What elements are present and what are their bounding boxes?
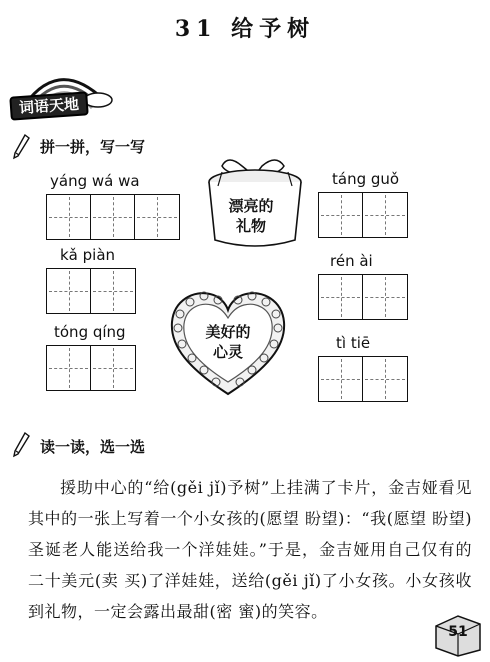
gift-text: 漂亮的 礼物	[228, 197, 274, 235]
task2-heading: 读一读，选一选	[40, 438, 146, 456]
pinyin-label: tì tiē	[336, 334, 371, 352]
writing-grid[interactable]	[318, 274, 408, 320]
task1-heading: 拼一拼，写一写	[40, 138, 146, 156]
pinyin-label: rén ài	[330, 252, 373, 270]
pinyin-label: táng guǒ	[332, 170, 400, 188]
pen-icon	[12, 432, 30, 458]
writing-grid[interactable]	[318, 192, 408, 238]
pinyin-label: tóng qíng	[54, 323, 126, 341]
writing-grid[interactable]	[46, 345, 136, 391]
pinyin-label: yáng wá wa	[50, 172, 140, 190]
page-title: 31 给予树	[174, 16, 316, 42]
pinyin-label: kǎ piàn	[60, 246, 116, 264]
page-number: 51	[448, 624, 468, 640]
writing-grid[interactable]	[46, 194, 180, 240]
heart-text: 美好的 心灵	[205, 323, 251, 361]
pen-icon	[12, 134, 30, 160]
reading-passage: 援助中心的“给(gěi jǐ)予树”上挂满了卡片，金吉娅看见其中的一张上写着一个小女孩的(愿望 盼望)：“我(愿望 盼望)圣诞老人能送给我一个洋娃娃。”于是，金吉娅用自己仅有的二十美元(卖 买)了洋娃娃，送给(gěi jǐ)了小女孩。小女孩收到礼物，一定会露出最甜(密 蜜)的笑容。	[28, 478, 472, 621]
writing-grid[interactable]	[46, 268, 136, 314]
section-label: 词语天地	[9, 91, 88, 120]
writing-grid[interactable]	[318, 356, 408, 402]
